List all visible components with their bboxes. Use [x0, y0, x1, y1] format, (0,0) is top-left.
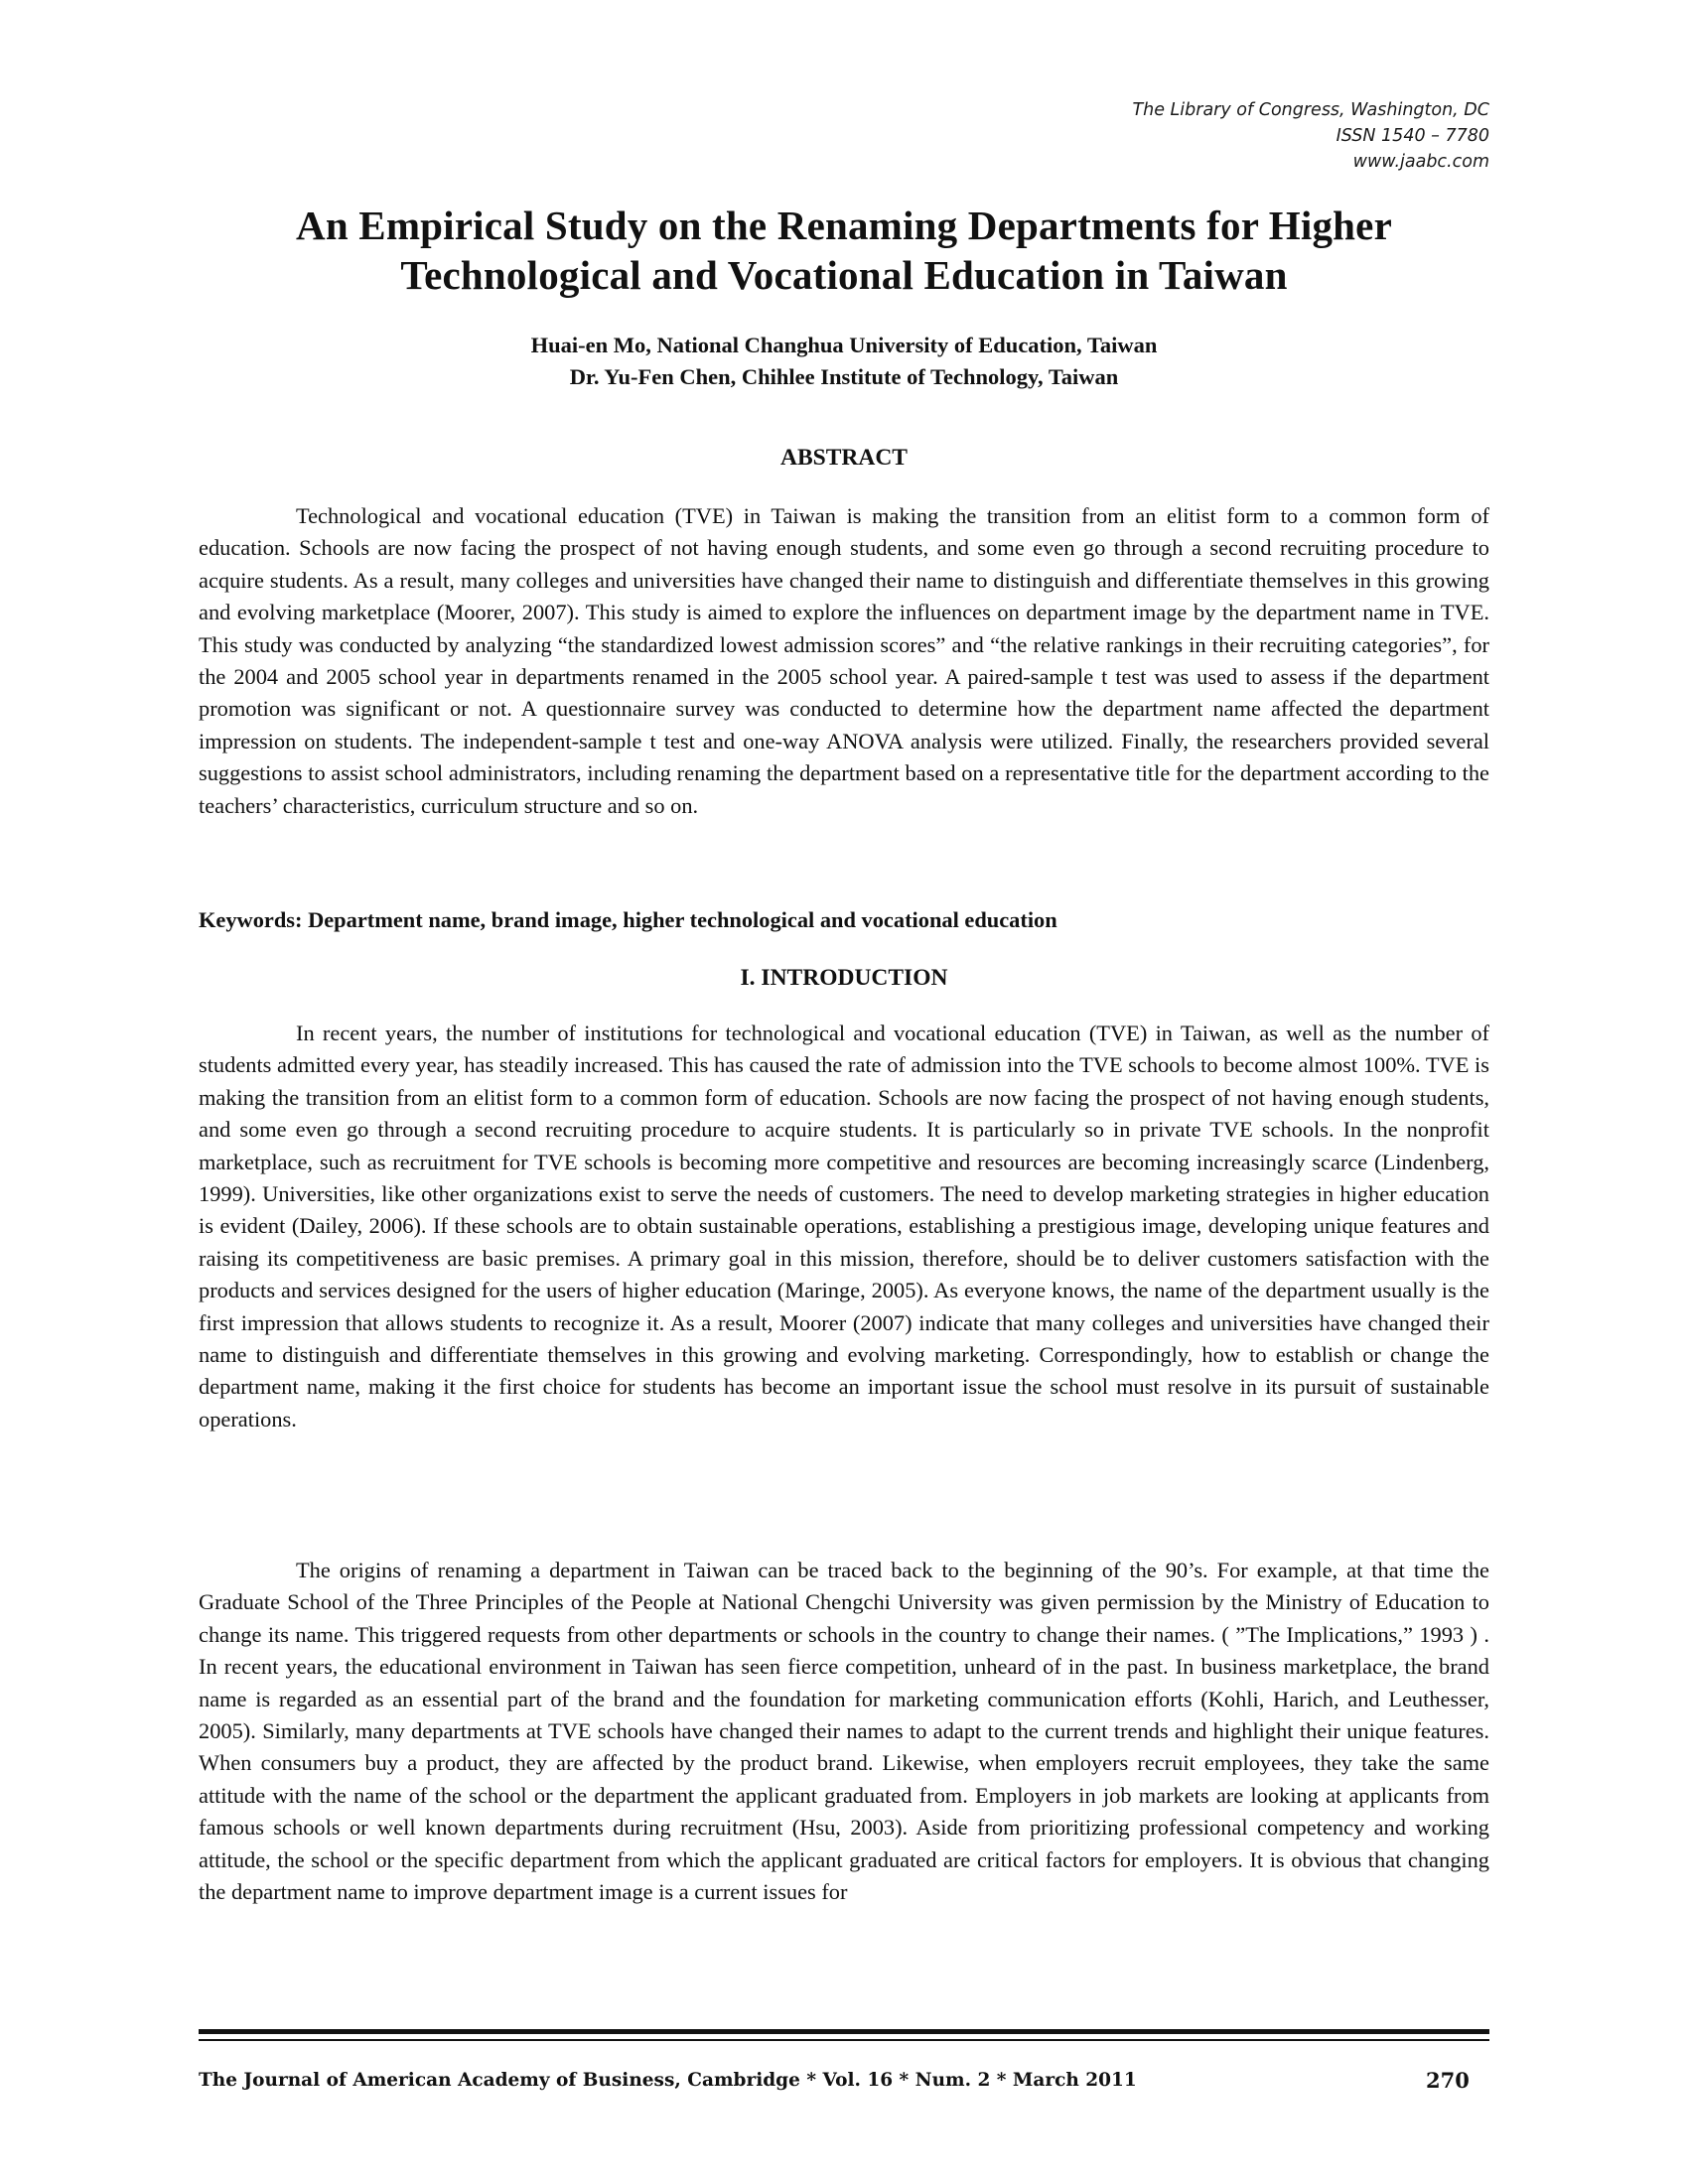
publisher-line: The Library of Congress, Washington, DC: [1132, 100, 1489, 120]
page-footer: [199, 2065, 1489, 2097]
abstract-paragraph: Technological and vocational education (TVE) in Taiwan is making the transition from an elitist form to a common form of education. Schools are now facing the prospect of not having enough students, and some even go through a second recruiting procedure to acquire students. As a result, many colleges and universities have changed their name to distinguish and differentiate themselves in this growing and evolving marketplace (Moorer, 2007). This study is aimed to explore the influences on department image by the department name in TVE. This study was conducted by analyzing “the standardized lowest admission scores” and “the relative rankings in their recruiting categories”, for the 2004 and 2005 school year in departments renamed in the 2005 school year. A paired-sample t test was used to assess if the department promotion was significant or not. A questionnaire survey was conducted to determine how the department name affected the department impression on students. The independent-sample t test and one-way ANOVA analysis were utilized. Finally, the researchers provided several suggestions to assist school administrators, including renaming the department based on a representative title for the department according to the teachers’ characteristics, curriculum structure and so on.: [199, 503, 1489, 818]
title-line-2: Technological and Vocational Education in Taiwan: [400, 252, 1288, 298]
title-line-1: An Empirical Study on the Renaming Departments for Higher: [296, 203, 1392, 248]
issn-line: ISSN 1540 – 7780: [1336, 126, 1489, 146]
paper-title: [199, 201, 1489, 300]
journal-citation: The Journal of American Academy of Business, Cambridge * Vol. 16 * Num. 2 * March 2011: [199, 2070, 1137, 2091]
page-number: 270: [1426, 2068, 1470, 2093]
keywords-line: Keywords: Department name, brand image, higher technological and vocational education: [199, 907, 1057, 932]
footer-rule-thin: [199, 2039, 1489, 2041]
footer-rule-thick: [199, 2029, 1489, 2034]
journal-page: [199, 0, 1489, 2184]
publication-info: [1132, 97, 1489, 175]
author-2: Dr. Yu-Fen Chen, Chihlee Institute of Technology, Taiwan: [569, 364, 1119, 389]
introduction-heading: I. INTRODUCTION: [740, 965, 948, 991]
author-list: [199, 330, 1489, 393]
website-line: www.jaabc.com: [1352, 152, 1489, 172]
author-1: Huai-en Mo, National Changhua University of Education, Taiwan: [530, 333, 1158, 357]
abstract-heading: ABSTRACT: [780, 445, 908, 471]
introduction-paragraph-1: In recent years, the number of institutions for technological and vocational education (TVE) in Taiwan, as well as the number of students admitted every year, has steadily increased. This has caused the rate of admission into the TVE schools to become almost 100%. TVE is making the transition from an elitist form to a common form of education. Schools are now facing the prospect of not having enough students, and some even go through a second recruiting procedure to acquire students. It is particularly so in private TVE schools. In the nonprofit marketplace, such as recruitment for TVE schools is becoming more competitive and resources are becoming increasingly scarce (Lindenberg, 1999). Universities, like other organizations exist to serve the needs of customers. The need to develop marketing strategies in higher education is evident (Dailey, 2006). If these schools are to obtain sustainable operations, establishing a prestigious image, developing unique features and raising its competitiveness are basic premises. A primary goal in this mission, therefore, should be to deliver customers satisfaction with the products and services designed for the users of higher education (Maringe, 2005). As everyone knows, the name of the department usually is the first impression that allows students to recognize it. As a result, Moorer (2007) indicate that many colleges and universities have changed their name to distinguish and differentiate themselves in this growing and evolving marketing. Correspondingly, how to establish or change the department name, making it the first choice for students has become an important issue the school must resolve in its pursuit of sustainable operations.: [199, 1021, 1489, 1432]
introduction-paragraph-2: The origins of renaming a department in Taiwan can be traced back to the beginning of the 90’s. For example, at that time the Graduate School of the Three Principles of the People at National Chengchi University was given permission by the Ministry of Education to change its name. This triggered requests from other departments or schools in the country to change their names. ( ”The Implications,” 1993 ) . In recent years, the educational environment in Taiwan has seen fierce competition, unheard of in the past. In business marketplace, the brand name is regarded as an essential part of the brand and the foundation for marketing communication efforts (Kohli, Harich, and Leuthesser, 2005). Similarly, many departments at TVE schools have changed their names to adapt to the current trends and highlight their unique features. When consumers buy a product, they are affected by the product brand. Likewise, when employers recruit employees, they take the same attitude with the name of the school or the department the applicant graduated from. Employers in job markets are looking at applicants from famous schools or well known departments during recruitment (Hsu, 2003). Aside from prioritizing professional competency and working attitude, the school or the specific department from which the applicant graduated are critical factors for employers. It is obvious that changing the department name to improve department image is a current issues for: [199, 1558, 1489, 1905]
